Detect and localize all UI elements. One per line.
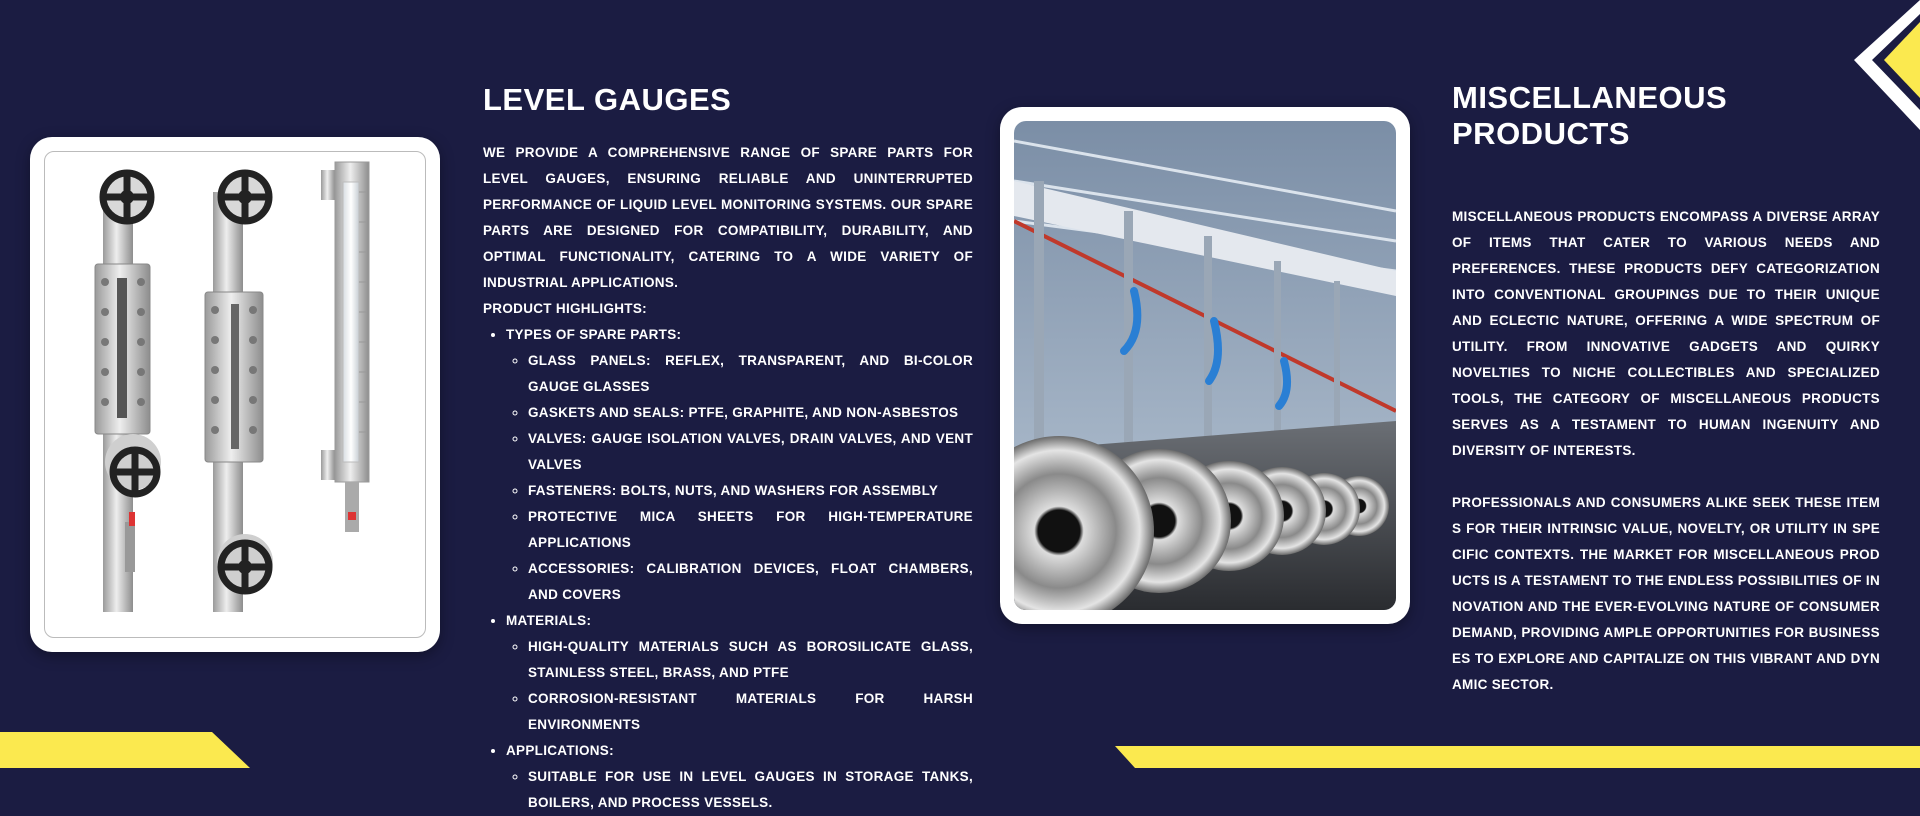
misc-paragraph-1: MISCELLANEOUS PRODUCTS ENCOMPASS A DIVERSE ARRAY OF ITEMS THAT CATER TO VARIOUS NEEDS AND PREFERENCES. THESE PRODUCTS DEFY CATEGORIZATION INTO CONVENTIONAL GROUPINGS DUE TO THEIR UNIQUE AND ECLECTIC NATURE, OFFERING A WIDE SPECTRUM OF UTILITY. FROM INNOVATIVE GADGETS AND QUIRKY NOVELTIES TO NICHE COLLECTIBLES AND SPECIALIZED TOOLS, THE CATEGORY OF MISCELLANEOUS PRODUCTS SERVES AS A TESTAMENT TO HUMAN INGENUITY AND DIVERSITY OF INTERESTS.	[1452, 209, 1880, 458]
list-item: ◦ VALVES: GAUGE ISOLATION VALVES, DRAIN VALVES, AND VENT VALVES	[528, 426, 973, 478]
group-label: APPLICATIONS:	[506, 743, 614, 758]
level-gauges-photo-frame	[30, 137, 440, 652]
list-item: ◦ CORROSION-RESISTANT MATERIALS FOR HARSH ENVIRONMENTS	[528, 686, 973, 738]
level-gauges-illustration	[45, 152, 425, 637]
list-item: ◦ PROTECTIVE MICA SHEETS FOR HIGH-TEMPERATURE APPLICATIONS	[528, 504, 973, 556]
list-item: ◦ FASTENERS: BOLTS, NUTS, AND WASHERS FOR ASSEMBLY	[528, 478, 973, 504]
misc-products-section	[1452, 80, 1880, 698]
list-item: ◦ HIGH-QUALITY MATERIALS SUCH AS BOROSILICATE GLASS, STAINLESS STEEL, BRASS, AND PTFE	[528, 634, 973, 686]
list-item: ◦ ACCESSORIES: CALIBRATION DEVICES, FLOAT CHAMBERS, AND COVERS	[528, 556, 973, 608]
level-gauges-title: LEVEL GAUGES	[483, 82, 732, 117]
list-item: ◦ SUITABLE FOR USE IN LEVEL GAUGES IN STORAGE TANKS, BOILERS, AND PROCESS VESSELS.	[528, 764, 973, 816]
misc-paragraph-2: PROFESSIONALS AND CONSUMERS ALIKE SEEK THESE ITEMS FOR THEIR INTRINSIC VALUE, NOVELTY, OR UTILITY IN SPECIFIC CONTEXTS. THE MARKET FOR MISCELLANEOUS PRODUCTS IS A TESTAMENT TO THE ENDLESS POSSIBILITIES OF INNOVATION AND THE EVER-EVOLVING NATURE OF CONSUMER DEMAND, PROVIDING AMPLE OPPORTUNITIES FOR BUSINESSES TO EXPLORE AND CAPITALIZE ON THIS VIBRANT AND DYNAMIC SECTOR.	[1452, 495, 1880, 692]
yellow-stripe-bottom-right	[1115, 746, 1920, 768]
group-label: TYPES OF SPARE PARTS:	[506, 327, 682, 342]
yellow-stripe-bottom-left	[0, 732, 250, 768]
factory-illustration	[1014, 121, 1396, 610]
steel-coils-photo-frame	[1000, 107, 1410, 624]
level-gauges-photo	[44, 151, 426, 638]
product-highlights-label: PRODUCT HIGHLIGHTS:	[483, 301, 647, 316]
list-item: ◦ GASKETS AND SEALS: PTFE, GRAPHITE, AND NON-ASBESTOS	[528, 400, 973, 426]
highlight-group	[506, 738, 973, 816]
highlight-group	[506, 608, 973, 738]
gauge-two	[205, 171, 273, 612]
steel-coils-factory-photo	[1014, 121, 1396, 610]
highlights-list	[483, 322, 973, 816]
level-gauges-section	[483, 82, 973, 816]
level-gauges-intro: WE PROVIDE A COMPREHENSIVE RANGE OF SPARE PARTS FOR LEVEL GAUGES, ENSURING RELIABLE AND UNINTERRUPTED PERFORMANCE OF LIQUID LEVEL MONITORING SYSTEMS. OUR SPARE PARTS ARE DESIGNED FOR COMPATIBILITY, DURABILITY, AND OPTIMAL FUNCTIONALITY, CATERING TO A WIDE VARIETY OF INDUSTRIAL APPLICATIONS.	[483, 145, 973, 290]
list-item: ◦ GLASS PANELS: REFLEX, TRANSPARENT, AND BI-COLOR GAUGE GLASSES	[528, 348, 973, 400]
misc-products-title: MISCELLANEOUS PRODUCTS	[1452, 80, 1728, 151]
gauge-one	[95, 171, 161, 612]
group-label: MATERIALS:	[506, 613, 592, 628]
gauge-three	[321, 162, 369, 532]
highlight-group	[506, 322, 973, 608]
